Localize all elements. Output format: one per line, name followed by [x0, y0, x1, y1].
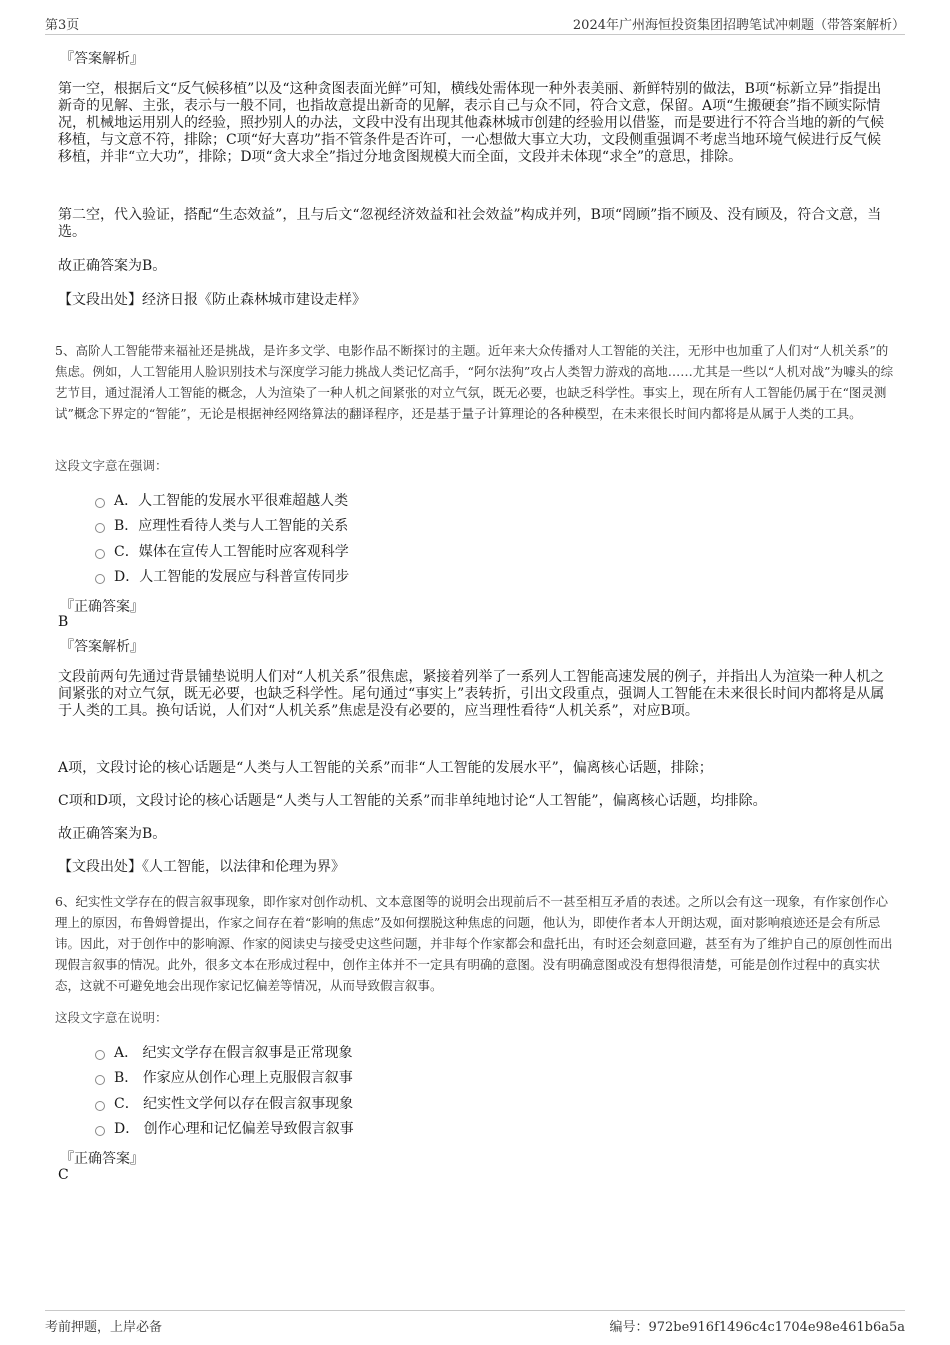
page-number: 第3页 [45, 18, 80, 33]
radio-icon[interactable] [95, 574, 105, 584]
q5-correct-label: 『正确答案』 [60, 599, 144, 615]
radio-icon[interactable] [95, 1075, 105, 1085]
footer-slogan: 考前押题，上岸必备 [45, 1320, 163, 1335]
radio-icon[interactable] [95, 1126, 105, 1136]
q6-correct-label: 『正确答案』 [60, 1151, 144, 1167]
q6-option-a[interactable]: A． 纪实文学存在假言叙事是正常现象 [95, 1039, 354, 1065]
q6-options [95, 1039, 354, 1141]
q4-analysis-label: 『答案解析』 [60, 51, 144, 67]
q4-conclusion: 故正确答案为B。 [58, 258, 167, 274]
q5-options [95, 487, 349, 589]
q5-analysis-para-2: A项，文段讨论的核心话题是“人类与人工智能的关系”而非“人工智能的发展水平”，偏离核心话题，排除； [58, 760, 713, 776]
q4-analysis-para-1: 第一空，根据后文“反气候移植”以及“这种贪图表面光鲜”可知，横线处需体现一种外表美丽、新鲜特别的做法，B项“标新立异”指提出新奇的见解、主张，表示与一般不同，也指故意提出新奇的见解，表示自己与众不同，符合文意，保留。A项“生搬硬套”指不顾实际情况，机械地运用别人的经验，照抄别人的办法，文段中没有出现其他森林城市创建的经验用以借鉴，而是要进行不符合当地的新的气候移植，与文意不符，排除；C项“好大喜功”指不管条件是否许可，一心想做大事立大功，文段侧重强调不考虑当地环境气候进行反气候移植，并非“立大功”，排除；D项“贪大求全”指过分地贪图规模大而全面，文段并未体现“求全”的意思，排除。 [58, 81, 884, 165]
radio-icon[interactable] [95, 523, 105, 533]
document-id: 编号：972be916f1496c4c1704e98e461b6a5a [609, 1320, 905, 1335]
q5-analysis-para-1: 文段前两句先通过背景铺垫说明人们对“人机关系”很焦虑，紧接着列举了一系列人工智能高速发展的例子，并指出人为渲染一种人机之间紧张的对立气氛，既无必要，也缺乏科学性。尾句通过“事实上”表转折，引出文段重点，强调人工智能在未来很长时间内都将是从属于人类的工具。换句话说，人们对“人机关系”焦虑是没有必要的，应当理性看待“人机关系”，对应B项。 [58, 669, 885, 719]
q5-option-d[interactable]: D．人工智能的发展应与科普宣传同步 [95, 564, 349, 590]
page-footer [45, 1310, 905, 1335]
q5-stem: 5、高阶人工智能带来福祉还是挑战，是许多文学、电影作品不断探讨的主题。近年来大众传播对人工智能的关注，无形中也加重了人们对“人机关系”的焦虑。例如，人工智能用人脸识别技术与深度学习能力挑战人类记忆高手，“阿尔法狗”攻占人类智力游戏的高地……尤其是一些以“人机对战”为噱头的综艺节目，通过混淆人工智能的概念，人为渲染了一种人机之间紧张的对立气氛，既无必要，也缺乏科学性。事实上，现在所有人工智能仍属于在“图灵测试”概念下界定的“智能”，无论是根据神经网络算法的翻译程序，还是基于量子计算理论的各种模型，在未来很长时间内都将是从属于人类的工具。 [55, 343, 894, 421]
radio-icon[interactable] [95, 1101, 105, 1111]
document-title: 2024年广州海恒投资集团招聘笔试冲刺题（带答案解析） [572, 18, 905, 33]
q5-option-c[interactable]: C．媒体在宣传人工智能时应客观科学 [95, 538, 349, 564]
q6-option-b[interactable]: B． 作家应从创作心理上克服假言叙事 [95, 1065, 354, 1091]
q4-analysis-para-2: 第二空，代入验证，搭配“生态效益”，且与后文“忽视经济效益和社会效益”构成并列，B项“罔顾”指不顾及、没有顾及，符合文意，当选。 [58, 207, 882, 240]
q6-correct-answer: C [58, 1167, 69, 1183]
q5-source: 【文段出处】《人工智能，以法律和伦理为界》 [58, 859, 345, 875]
q5-conclusion: 故正确答案为B。 [58, 826, 167, 842]
q5-option-b[interactable]: B．应理性看待人类与人工智能的关系 [95, 513, 349, 539]
q6-stem: 6、纪实性文学存在的假言叙事现象，即作家对创作动机、文本意图等的说明会出现前后不一甚至相互矛盾的表述。之所以会有这一现象，有作家创作心理上的原因，布鲁姆曾提出，作家之间存在着“影响的焦虑”及如何摆脱这种焦虑的问题，他认为，即使作者本人开朗达观，面对影响痕迹还是会有所忌讳。因此，对于创作中的影响源、作家的阅读史与接受史这些问题，并非每个作家都会和盘托出，有时还会刻意回避，甚至有为了维护自己的原创性而出现假言叙事的情况。此外，很多文本在形成过程中，创作主体并不一定具有明确的意图。没有明确意图或没有想得很清楚，可能是创作过程中的真实状态，这就不可避免地会出现作家记忆偏差等情况，从而导致假言叙事。 [55, 894, 893, 993]
q5-correct-answer: B [58, 614, 69, 630]
radio-icon[interactable] [95, 498, 105, 508]
q5-analysis-label: 『答案解析』 [60, 639, 144, 655]
q5-option-a[interactable]: A．人工智能的发展水平很难超越人类 [95, 487, 349, 513]
radio-icon[interactable] [95, 549, 105, 559]
q6-option-d[interactable]: D． 创作心理和记忆偏差导致假言叙事 [95, 1116, 354, 1142]
q4-source: 【文段出处】经济日报《防止森林城市建设走样》 [58, 292, 366, 308]
q5-prompt: 这段文字意在强调： [55, 458, 168, 473]
q6-prompt: 这段文字意在说明： [55, 1010, 168, 1025]
page-header [45, 12, 905, 35]
q6-option-c[interactable]: C． 纪实性文学何以存在假言叙事现象 [95, 1090, 354, 1116]
radio-icon[interactable] [95, 1050, 105, 1060]
q5-analysis-para-3: C项和D项，文段讨论的核心话题是“人类与人工智能的关系”而非单纯地讨论“人工智能”，偏离核心话题，均排除。 [58, 793, 767, 809]
